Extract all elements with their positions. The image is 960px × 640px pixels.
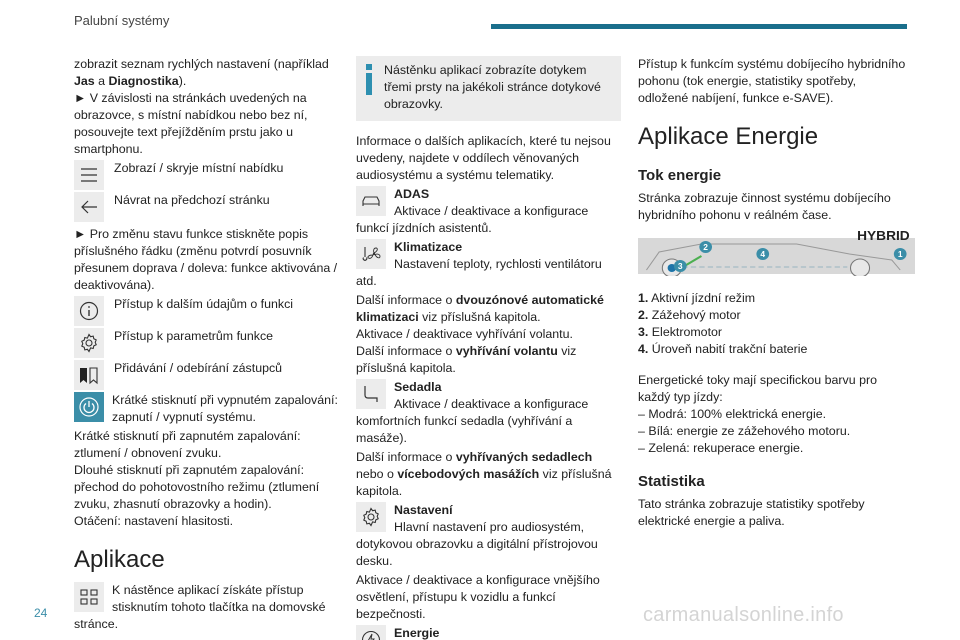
column-3 [638,56,908,530]
stat-heading: Statistika [638,473,705,490]
klima-row: Klimatizace Nastavení teploty, rychlosti ventilátoru atd. [356,240,602,288]
settings-gear-icon [356,502,386,532]
column-1 [74,56,339,635]
power-row: Krátké stisknutí při vypnutém zapalování: zapnutí / vypnutí systému. [74,392,339,426]
badge-2: 2 [703,243,709,252]
info-note: Nástěnku aplikací zobrazíte dotykem třemi prsty na jakékoli stránce dotykové obrazovky. [356,56,621,121]
seat-icon [356,379,386,409]
legend-item: 4. Úroveň nabití trakční baterie [638,342,808,356]
flow-item: – Zelená: rekuperace energie. [638,441,804,455]
info-note-icon [362,62,376,98]
diagram-legend [638,290,908,358]
info-row: Přístup k dalším údajům o funkci [74,296,339,326]
flow-item: – Modrá: 100% elektrická energie. [638,407,827,421]
badge-1: 1 [897,250,903,259]
klima-more: Další informace o dvouzónové automatické klimatizaci viz příslušná kapitola. [356,293,604,324]
menu-row: Zobrazí / skryje místní nabídku [74,160,339,190]
car-icon [356,186,386,216]
flows-list [638,406,908,457]
flows-intro: Energetické toky mají specifickou barvu pro každý typ jízdy: [638,373,877,404]
volant-text: Aktivace / deaktivace vyhřívání volantu. [356,327,573,341]
energie-heading: Aplikace Energie [638,123,819,150]
gear-icon [74,328,104,358]
column-2 [356,56,621,640]
legend-item: 3. Elektromotor [638,325,723,339]
intro-text: zobrazit seznam rychlých nastavení (například Jas a Diagnostika). [74,57,329,88]
volant-more: Další informace o vyhřívání volantu viz příslušná kapitola. [356,344,577,375]
power-button-icon [74,392,104,422]
back-row: Návrat na předchozí stránku [74,192,339,222]
legend-item: 1. Aktivní jízdní režim [638,291,756,305]
sedadla-more: Další informace o vyhřívaných sedadlech nebo o vícebodových masážích viz příslušná kapitola. [356,450,612,498]
climate-fan-icon [356,239,386,269]
tok-heading: Tok energie [638,167,722,184]
power-line-3: Otáčení: nastavení hlasitosti. [74,514,234,528]
apps-grid-icon [74,582,104,612]
page-number: 24 [34,606,48,620]
badge-4: 4 [760,250,766,259]
bookmark-icon [74,360,104,390]
energie-row: Energie [356,625,621,640]
apps-row: K nástěnce aplikací získáte přístup stisknutím tohoto tlačítka na domovské stránce. [74,583,326,631]
apps-heading: Aplikace [74,546,165,573]
bullet-toggle: ► Pro změnu stavu funkce stiskněte popis příslušného řádku (změnu potvrdí posuvník přesunem doprava / doleva: funkce aktivována / deaktivována). [74,227,338,292]
hybrid-label: HYBRID [857,230,910,243]
tok-text: Stránka zobrazuje činnost systému dobíjecího hybridního pohonu v reálném čase. [638,191,891,222]
energie-intro: Přístup k funkcím systému dobíjecího hybridního pohonu (tok energie, statistiky spotřeby, odložené nabíjení, funkce e-SAVE). [638,57,906,105]
nastaveni-row: Nastavení Hlavní nastavení pro audiosystém, dotykovou obrazovku a digitální přístrojovou desku. [356,503,598,568]
info-circle-icon [74,296,104,326]
watermark: carmanualsonline.info [643,604,844,626]
power-line-2: Dlouhé stisknutí při zapnutém zapalování: přechod do pohotovostního režimu (ztlumení zvuku, zhasnutí obrazovky a hodin). [74,463,320,511]
flow-item: – Bílá: energie ze zážehového motoru. [638,424,851,438]
energy-bolt-icon [356,625,386,640]
power-line-1: Krátké stisknutí při zapnutém zapalování: ztlumení / obnovení zvuku. [74,429,301,460]
bookmarks-row: Přidávání / odebírání zástupců [74,360,339,390]
hybrid-flow-diagram [638,230,915,276]
settings-row: Přístup k parametrům funkce [74,328,339,358]
hybrid-diagram-graphic [638,230,915,276]
stat-text: Tato stránka zobrazuje statistiky spotřeby elektrické energie a paliva. [638,497,865,528]
bullet-scroll: ► V závislosti na stránkách uvedených na obrazovce, s místní nabídkou nebo bez ní, posouvejte text přejížděním prstu jako u smartphonu. [74,91,308,156]
badge-3: 3 [677,262,683,271]
other-apps-text: Informace o dalších aplikacích, které tu nejsou uvedeny, najdete v oddílech věnovaných audiosystému a systému telematiky. [356,134,611,182]
legend-item: 2. Zážehový motor [638,308,741,322]
hamburger-menu-icon [74,160,104,190]
back-arrow-icon [74,192,104,222]
sedadla-row: Sedadla Aktivace / deaktivace a konfigurace komfortních funkcí sedadla (vyhřívání a masáže). [356,380,589,445]
header-accent-bar [491,24,907,29]
nastaveni-more: Aktivace / deaktivace a konfigurace vnějšího osvětlení, přístupu k vozidlu a funkcí bezpečnosti. [356,573,600,621]
section-title: Palubní systémy [74,13,170,28]
adas-row: ADAS Aktivace / deaktivace a konfigurace funkcí jízdních asistentů. [356,187,589,235]
